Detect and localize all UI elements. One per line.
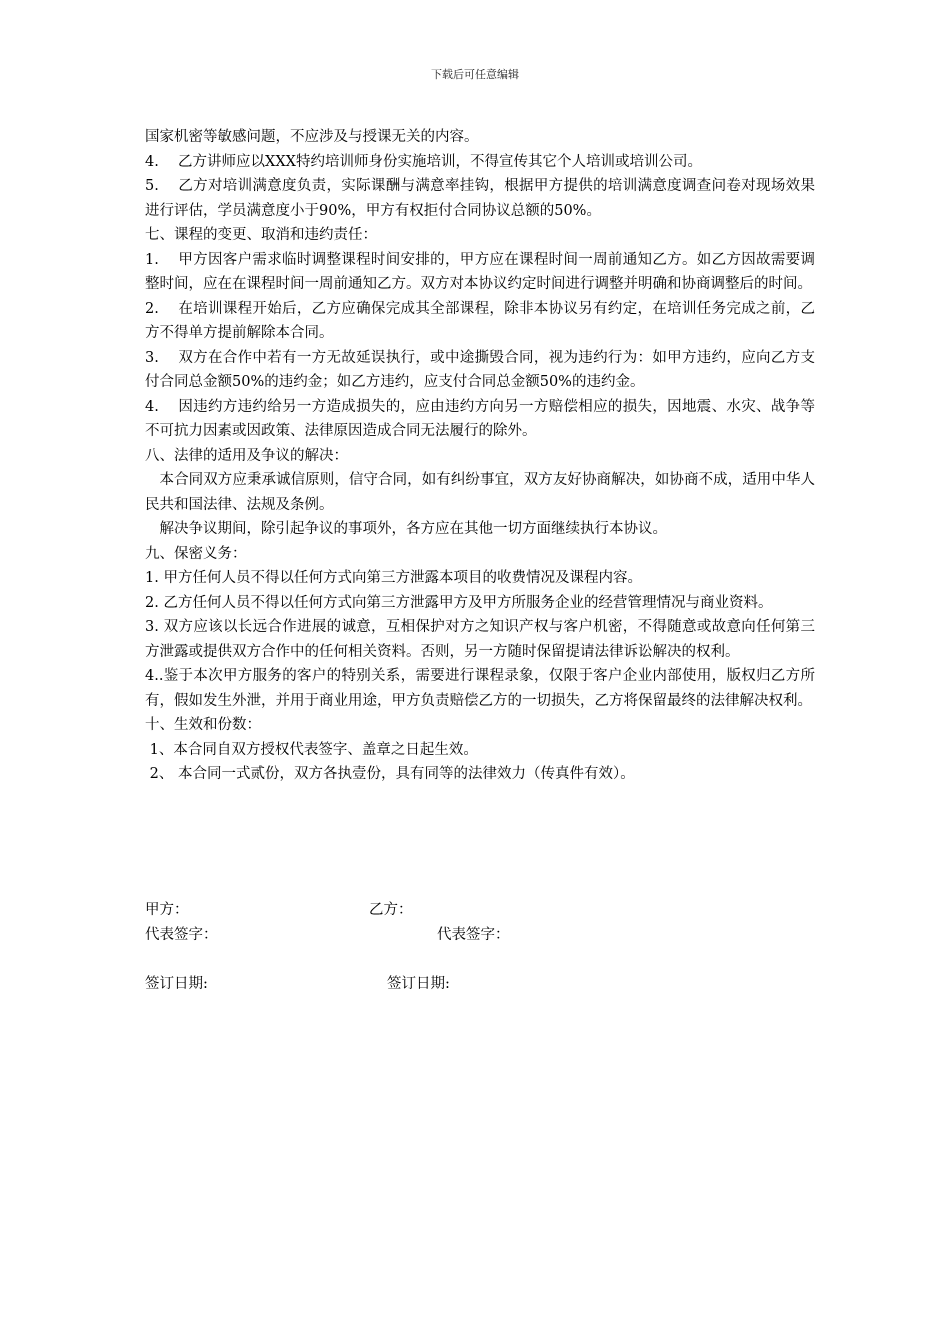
item-text: 2. 乙方任何人员不得以任何方式向第三方泄露甲方及甲方所服务企业的经营管理情况与商业资料。: [145, 594, 773, 611]
list-item: [145, 346, 815, 395]
date-a-label: 签订日期:: [145, 976, 208, 992]
list-item: [145, 738, 815, 763]
rep-b-signature-label: 代表签字：: [437, 927, 510, 943]
list-item: [145, 615, 815, 664]
item-number: 2.: [145, 300, 159, 317]
paragraph-text: 国家机密等敏感问题，不应涉及与授课无关的内容。: [145, 129, 479, 145]
rep-a-signature-label: 代表签字：: [145, 927, 218, 943]
list-item: [145, 566, 815, 591]
paragraph: [145, 468, 815, 517]
item-number: 5.: [145, 178, 159, 194]
heading-text: 七、课程的变更、取消和违约责任：: [145, 227, 377, 243]
item-text: 4..鉴于本次甲方服务的客户的特别关系，需要进行课程录象，仅限于客户企业内部使用，版权归乙方所有，假如发生外泄，并用于商业用途，甲方负责赔偿乙方的一切损失，乙方将保留最终的法律解决权利。: [145, 668, 815, 709]
paragraph-text: 解决争议期间，除引起争议的事项外，各方应在其他一切方面继续执行本协议。: [159, 521, 667, 537]
list-item: [145, 591, 815, 616]
section-heading: [145, 713, 815, 738]
list-item: [145, 174, 815, 223]
document-body: [145, 125, 815, 787]
item-text: 乙方讲师应以XXX特约培训师身份实施培训，不得宣传其它个人培训或培训公司。: [178, 153, 702, 170]
item-number: 3.: [145, 349, 159, 366]
list-item: [145, 248, 815, 297]
section-heading: [145, 542, 815, 567]
paragraph-text: 本合同双方应秉承诚信原则，信守合同，如有纠纷事宜，双方友好协商解决，如协商不成，适用中华人民共和国法律、法规及条例。: [145, 472, 815, 513]
heading-text: 十、生效和份数：: [145, 717, 261, 733]
item-text: 双方在合作中若有一方无故延误执行，或中途撕毁合同，视为违约行为：如甲方违约，应向乙方支付合同总金额50%的违约金；如乙方违约，应支付合同总金额50%的违约金。: [145, 349, 815, 390]
item-number: 1.: [145, 251, 159, 268]
list-item: [145, 297, 815, 346]
party-a-label: 甲方：: [145, 902, 189, 918]
item-number: 4.: [145, 153, 159, 170]
party-b-label: 乙方：: [369, 902, 413, 918]
item-text: 3. 双方应该以长远合作进展的诚意，互相保护对方之知识产权与客户机密，不得随意或故意向任何第三方泄露或提供双方合作中的任何相关资料。否则，另一方随时保留提请法律诉讼解决的权利。: [145, 619, 815, 660]
list-item: [145, 395, 815, 444]
item-text: 1、本合同自双方授权代表签字、盖章之日起生效。: [145, 741, 478, 758]
paragraph: [145, 517, 815, 542]
section-heading: [145, 444, 815, 469]
list-item: [145, 762, 815, 787]
date-b-label: 签订日期:: [387, 976, 450, 992]
item-text: 因违约方违约给另一方造成损失的，应由违约方向另一方赔偿相应的损失，因地震、水灾、战争等不可抗力因素或因政策、法律原因造成合同无法履行的除外。: [145, 398, 815, 439]
paragraph: [145, 125, 815, 150]
item-text: 在培训课程开始后，乙方应确保完成其全部课程，除非本协议另有约定，在培训任务完成之前，乙方不得单方提前解除本合同。: [145, 300, 815, 341]
list-item: [145, 150, 815, 175]
header-watermark: 下载后可任意编辑: [431, 68, 519, 81]
item-text: 1. 甲方任何人员不得以任何方式向第三方泄露本项目的收费情况及课程内容。: [145, 570, 642, 586]
list-item: [145, 664, 815, 713]
item-number: 4.: [145, 398, 159, 415]
item-text: 乙方对培训满意度负责，实际课酬与满意率挂钩，根据甲方提供的培训满意度调查问卷对现场效果进行评估，学员满意度小于90%，甲方有权拒付合同协议总额的50%。: [145, 178, 815, 219]
item-text: 2、 本合同一式贰份，双方各执壹份，具有同等的法律效力（传真件有效）。: [145, 766, 635, 782]
heading-text: 八、法律的适用及争议的解决：: [145, 447, 348, 464]
item-text: 甲方因客户需求临时调整课程时间安排的，甲方应在课程时间一周前通知乙方。如乙方因故需要调整时间，应在在课程时间一周前通知乙方。双方对本协议约定时间进行调整并明确和协商调整后的时间。: [145, 251, 815, 292]
heading-text: 九、保密义务：: [145, 545, 247, 562]
section-heading: [145, 223, 815, 248]
